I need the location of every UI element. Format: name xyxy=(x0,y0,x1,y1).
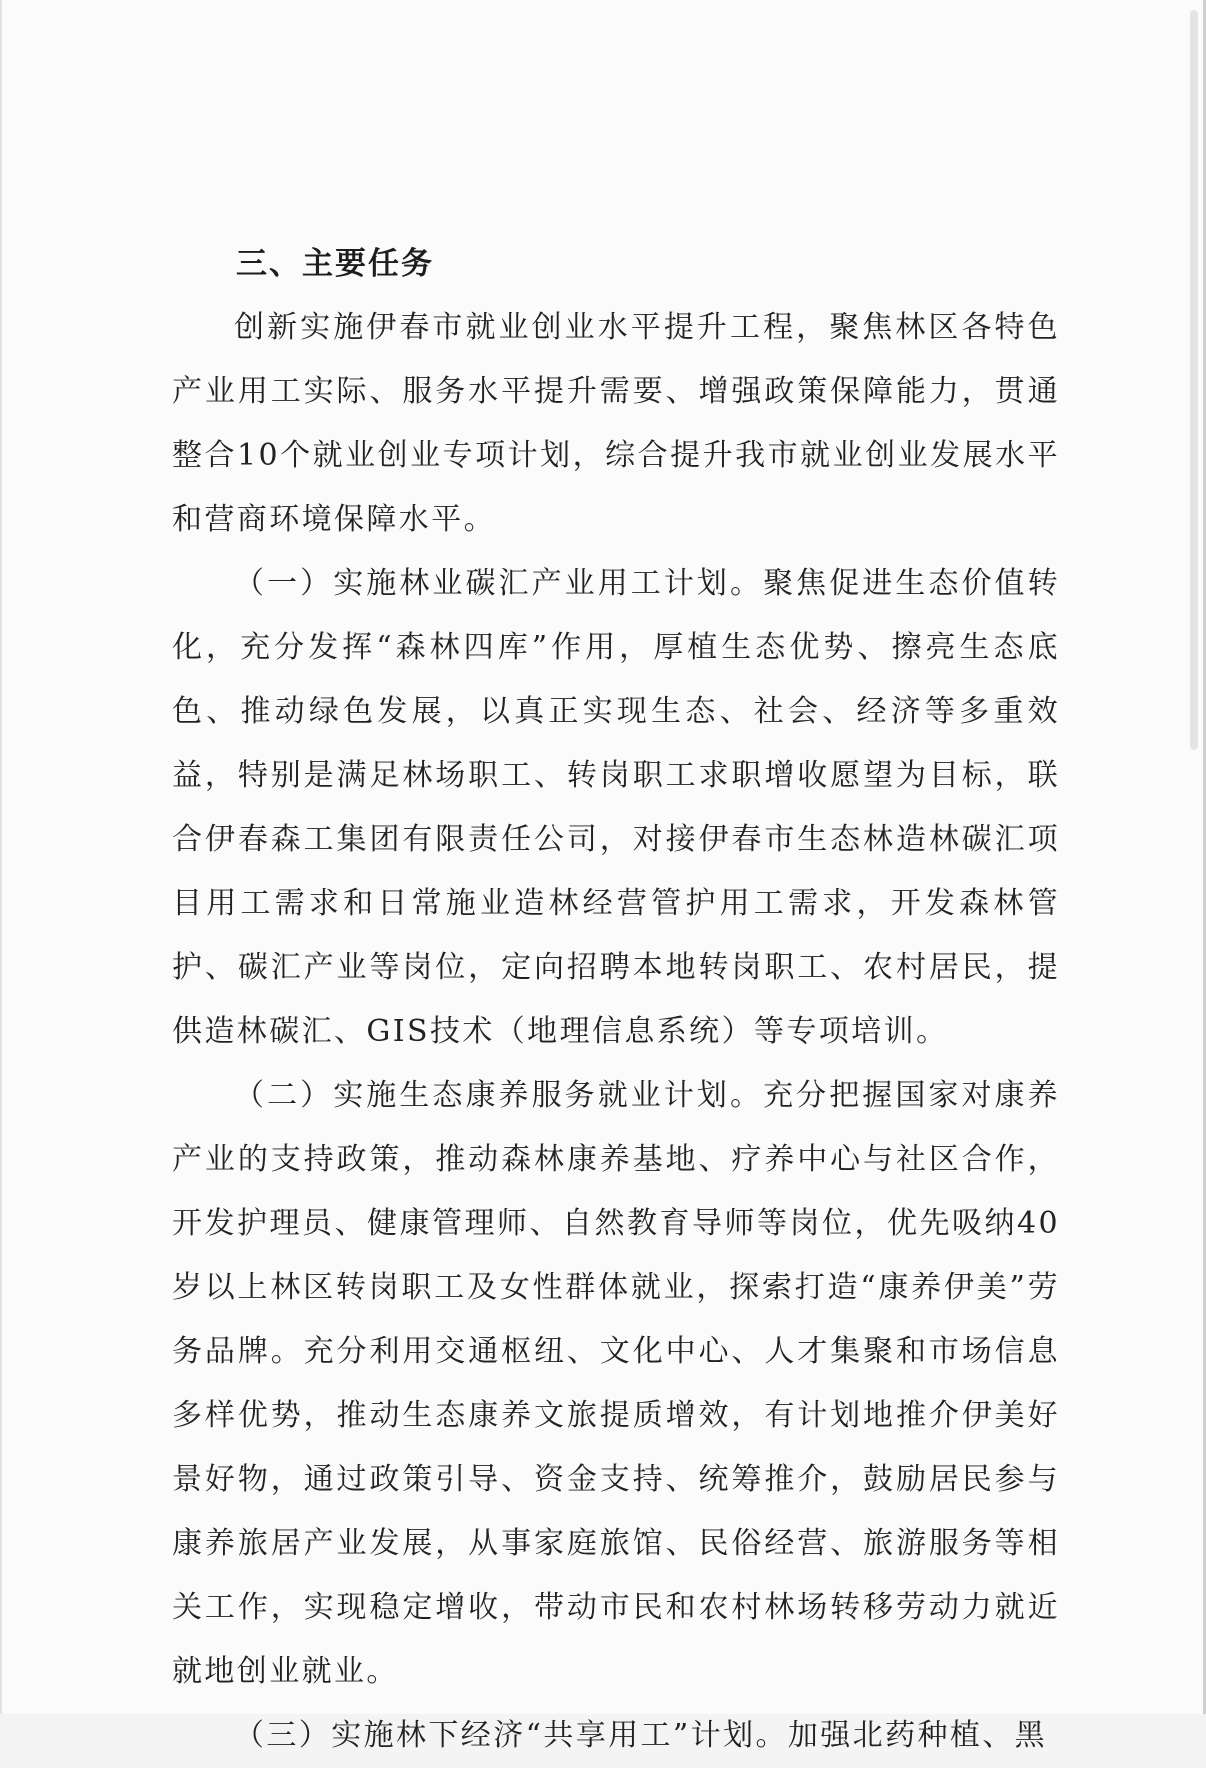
paragraph-item-2 xyxy=(172,1064,1060,1704)
paragraph-intro xyxy=(172,296,1060,552)
paragraph-item-1 xyxy=(172,552,1060,1064)
paragraph-lead: （一）实施林业碳汇产业用工计划。 xyxy=(234,566,764,601)
paragraph-text: 充分把握国家对康养产业的支持政策，推动森林康养基地、疗养中心与社区合作，开发护理员、健康管理师、自然教育导师等岗位，优先吸纳40岁以上林区转岗职工及女性群体就业，探索打造“康养伊美”劳务品牌。充分利用交通枢纽、文化中心、人才集聚和市场信息多样优势，推动生态康养文旅提质增效，有计划地推介伊美好景好物，通过政策引导、资金支持、统筹推介，鼓励居民参与康养旅居产业发展，从事家庭旅馆、民俗经营、旅游服务等相关工作，实现稳定增收，带动市民和农村林场转移劳动力就近就地创业就业。 xyxy=(172,1078,1060,1689)
paragraph-text: 创新实施伊春市就业创业水平提升工程，聚焦林区各特色产业用工实际、服务水平提升需要、增强政策保障能力，贯通整合10个就业创业专项计划，综合提升我市就业创业发展水平和营商环境保障水平。 xyxy=(172,310,1060,537)
section-heading: 三、主要任务 xyxy=(236,246,434,282)
paragraph-lead: （三）实施林下经济“共享用工”计划。 xyxy=(234,1718,788,1753)
paragraph-text: 加强北药种植、黑 xyxy=(787,1718,1048,1753)
paragraph-lead: （二）实施生态康养服务就业计划。 xyxy=(234,1078,764,1113)
document-body xyxy=(172,232,1060,1768)
paragraph-text: 聚焦促进生态价值转化，充分发挥“森林四库”作用，厚植生态优势、擦亮生态底色、推动绿色发展，以真正实现生态、社会、经济等多重效益，特别是满足林场职工、转岗职工求职增收愿望为目标，联合伊春森工集团有限责任公司，对接伊春市生态林造林碳汇项目用工需求和日常施业造林经营管护用工需求，开发森林管护、碳汇产业等岗位，定向招聘本地转岗职工、农村居民，提供造林碳汇、GIS技术（地理信息系统）等专项培训。 xyxy=(172,566,1060,1049)
page-left-edge xyxy=(0,0,2,1714)
paragraph-item-3 xyxy=(172,1704,1060,1768)
scrollbar-thumb[interactable] xyxy=(1190,10,1198,750)
